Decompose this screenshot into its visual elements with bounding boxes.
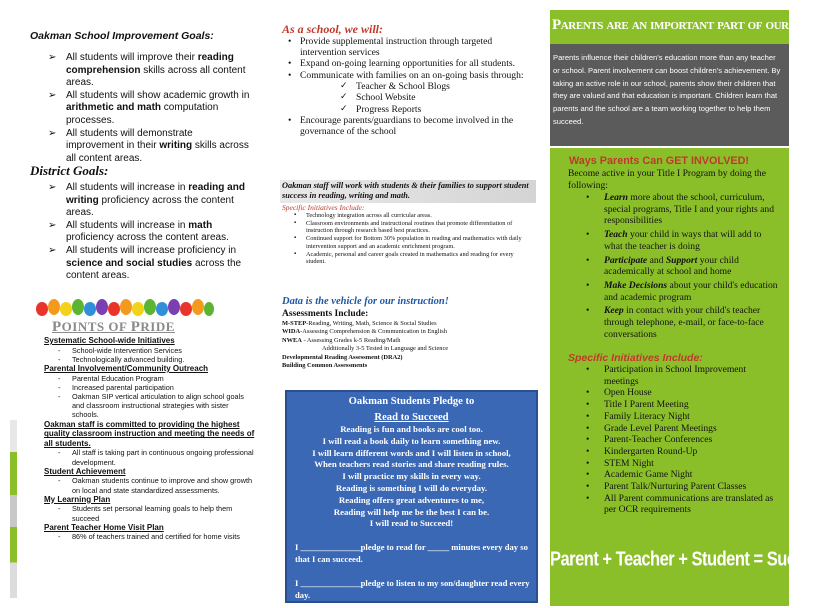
list-item: • Title I Parent Meeting [576,399,782,411]
parent-initiatives-title: Specific Initiatives Include: [568,352,703,364]
pledge-line: Reading is fun and books are cool too. [340,424,483,434]
ways-list [576,192,782,342]
left-panel [0,0,262,608]
arrow-bullet-icon: ➢ [48,182,57,193]
school-will-list [286,36,536,137]
assessment-line: WIDA-Assessing Comprehension & Communication in English [282,328,447,336]
checkmark-icon: ✓ [340,80,348,91]
assessment-line: Additionally 3-5 Tested in Language and Science [322,345,449,353]
list-item: • STEM Night [576,458,782,470]
side-accent-bar [10,420,17,598]
list-item: ➢ All students will increase proficiency in science and social studies across the content areas. [48,244,242,282]
assessments-block [282,309,537,370]
list-item: • Grade Level Parent Meetings [576,423,782,435]
list-item: • Open House [576,387,782,399]
ways-to-get-involved-title: Ways Parents Can GET INVOLVED! [569,155,749,167]
list-item: • Parent Talk/Nurturing Parent Classes [576,481,782,493]
district-goals-title: District Goals: [30,163,109,178]
list-item: • Communicate with families on an on-going basis through: ✓ Teacher & School Blogs ✓ School Website ✓ Progress Reports [286,70,536,115]
pledge-listen-blank: I ______________pledge to listen to my son/daughter read every day. [295,578,530,600]
list-item: • Keep in contact with your child's teacher through telephone, e-mail, or face-to-face conversations [576,305,782,340]
assessment-line: NWEA - Assessing Grades k-5 Reading/Math [282,336,401,344]
improvement-goals-title: Oakman School Improvement Goals: [30,30,214,42]
assessment-line: Developmental Reading Assessment (DRA2) [282,353,403,361]
pledge-line: Reading offers great adventures to me, [338,494,485,505]
checkmark-icon: ✓ [340,103,348,114]
parents-important-title: Parents are an important part of our team! [552,17,829,33]
checkmark-icon: ✓ [340,92,348,103]
right-panel [548,0,830,608]
as-a-school-title: As a school, we will: [282,22,384,36]
list-item: • All Parent communications are translated as per OCR requirements [576,493,782,516]
list-item: • Family Literacy Night [576,411,782,423]
pledge-line: Reading will help me be the best I can be. [333,506,490,517]
list-item: ➢ All students will increase in reading and writing proficiency across the content areas. [48,182,245,219]
school-goals-list [48,52,253,165]
list-item: • Learn more about the school, curriculum, special programs, Title I and your rights and responsibilities [576,192,782,227]
list-item: ▪ Academic, personal and career goals created in mathematics and reading for every student. [288,251,533,266]
list-item: • Teach your child in ways that will add to what the teacher is doing [576,229,782,252]
pride-heading: Systematic School-wide Initiatives [44,336,175,345]
communication-sub-list [300,81,536,115]
pledge-line: I will read to Succeed! [369,518,454,529]
list-item: - School-wide Intervention Services [44,346,256,355]
list-item: ✓ Progress Reports [340,103,422,115]
arrow-bullet-icon: ➢ [48,244,57,256]
pledge-subtitle: Read to Succeed [374,412,449,423]
list-item: ➢ All students will show academic growth in arithmetic and math computation processes. [48,89,250,126]
pledge-read-blank: I ______________pledge to read for _____ minutes every day so that I can succeed. [295,542,528,564]
parent-initiatives-list [576,364,782,516]
list-item: ▪ Technology integration across all curricular areas. [288,212,533,220]
list-item: - 86% of teachers trained and certified for home visits [44,532,256,541]
list-item: • Participate and Support your child academically at school and home [576,255,782,278]
list-item: • Parent-Teacher Conferences [576,434,782,446]
list-item: - Oakman students continue to improve and show growth on local and state standardized assessments. [44,476,256,494]
middle-panel [268,0,543,608]
pride-heading: Oakman staff is committed to providing the highest quality classroom instruction and meeting the needs of all students. [44,419,255,448]
pledge-line: Reading is something I will do everyday. [335,482,488,493]
arrow-bullet-icon: ➢ [48,127,57,139]
assessment-line: M-STEP-Reading, Writing, Math, Science & Social Studies [282,320,437,327]
points-of-pride-title: POINTS OF PRIDE [52,319,175,335]
specific-initiatives-list [288,212,533,266]
district-goals-list [48,182,253,283]
assessments-heading: Assessments Include: [282,309,369,319]
arrow-bullet-icon: ➢ [48,219,57,231]
specific-initiatives-title: Specific Initiatives Include: [282,203,365,212]
points-of-pride-list [44,336,256,542]
list-item: ▪ Continued support for Bottom 30% population in reading and mathematics with daily intervention support and an academic enrichment program. [288,235,533,250]
list-item: ➢ All students will demonstrate improvement in their writing skills across all content areas. [48,127,249,164]
list-item: ▪ Classroom environments and instructional routines that promote differentiation of instruction through research based best practices. [288,220,533,235]
list-item: - Oakman SIP vertical articulation to align school goals and classroom instructional strategies with sister schools. [44,392,256,420]
list-item: • Expand on-going learning opportunities for all students. [286,58,536,69]
list-item: - Parental Education Program [44,374,256,383]
list-item: ✓ Teacher & School Blogs [340,80,450,92]
list-item: - Increased parental participation [44,383,256,392]
parents-info-text: Parents influence their children's education more than any teacher or school. Parent involvement can boost children's achievement. By taking an active role in our school, parents show their children that they are valued and that education is important. Children learn that parents and the school are a team working together to help them succeed. [553,53,781,126]
list-item: • Kindergarten Round-Up [576,446,782,458]
pledge-line: I will learn different words and I will listen in school, [312,447,511,458]
list-item: ➢ All students will increase in math proficiency across the content areas. [48,219,229,244]
pledge-box [285,390,538,603]
list-item: • Encourage parents/guardians to become involved in the governance of the school [286,115,536,137]
list-item: - Students set personal learning goals to help them succeed [44,504,256,522]
list-item: • Academic Game Night [576,469,782,481]
pledge-line: When teachers read stories and share reading rules. [314,459,509,470]
arrow-bullet-icon: ➢ [48,52,57,63]
list-item: • Make Decisions about your child's education and academic program [576,280,782,303]
pledge-line: I will practice my skills in every way. [342,471,481,482]
pride-heading: Student Achievement [44,466,126,476]
list-item: • Participation in School Improvement meetings [576,364,782,387]
pledge-line: I will read a book daily to learn something new. [322,435,501,446]
ways-intro: Become active in your Title I Program by doing the following: [568,168,766,191]
pride-heading: Parent Teacher Home Visit Plan [44,522,164,532]
success-equation: Parent + Teacher + Student = Success [550,548,830,571]
list-item: ➢ All students will improve their reading comprehension skills across all content areas. [48,52,246,89]
staff-statement: Oakman staff will work with students & their families to support student success in reading, writing and math. [282,181,529,200]
handprints-decoration-icon [34,296,214,318]
list-item: ✓ School Website [340,92,416,104]
data-vehicle-title: Data is the vehicle for our instruction! [282,296,449,307]
list-item: - Technologically advanced building. [44,355,256,364]
pledge-title: Oakman Students Pledge to [348,396,475,407]
assessment-line: Building Common Assessments [282,362,368,370]
pride-heading: Parental Involvement/Community Outreach [44,364,209,373]
arrow-bullet-icon: ➢ [48,89,57,101]
list-item: - All staff is taking part in continuous ongoing professional development. [44,448,256,466]
pride-heading: My Learning Plan [44,494,111,504]
list-item: • Provide supplemental instruction through targeted intervention services [286,36,536,58]
